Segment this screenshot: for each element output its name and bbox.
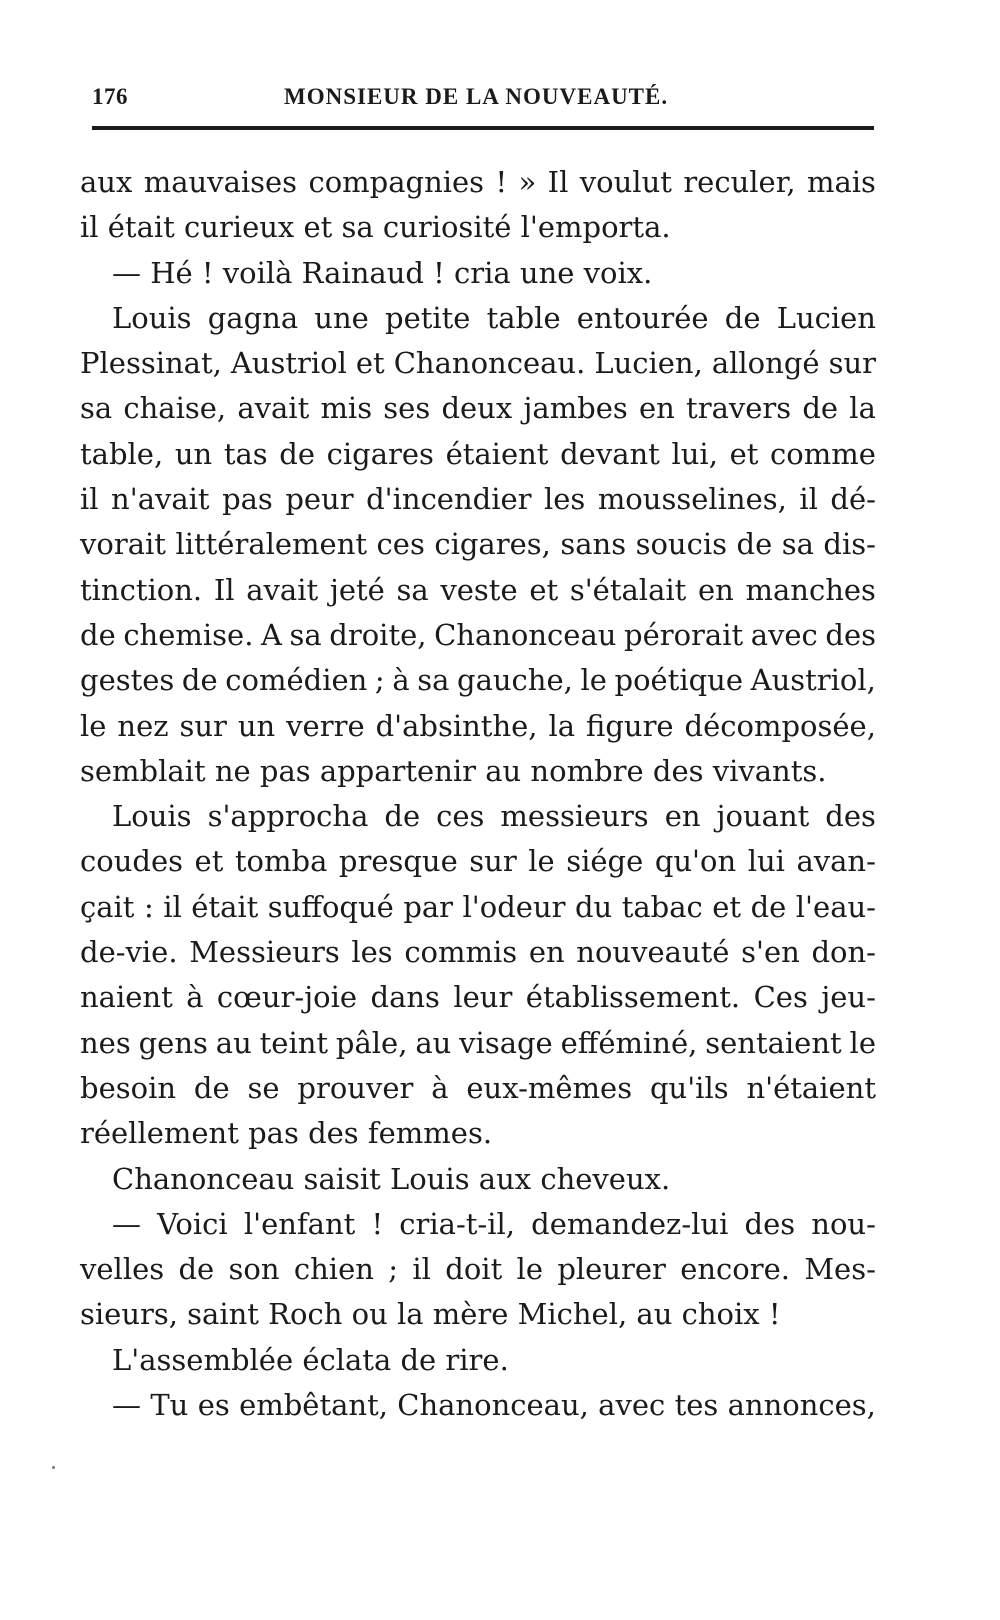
header-rule [92,126,874,130]
text-line: sieurs, saint Roch ou la mère Michel, au choix ! [80,1297,781,1332]
text-line: Louis gagna une petite table entourée de Lucien [112,300,876,335]
text-line: réellement pas des femmes. [80,1116,493,1151]
text-line: de chemise. A sa droite, Chanonceau pérorait avec des [80,617,876,652]
text-line: sa chaise, avait mis ses deux jambes en travers de la [80,391,876,426]
text-line: de-vie. Messieurs les commis en nouveauté s'en don- [80,935,876,970]
text-line: L'assemblée éclata de rire. [112,1342,509,1377]
text-line: gestes de comédien ; à sa gauche, le poétique Austriol, [80,663,876,698]
running-title: MONSIEUR DE LA NOUVEAUTÉ. [284,84,669,109]
text-line: le nez sur un verre d'absinthe, la figure décomposée, [80,708,876,743]
text-line: çait : il était suffoqué par l'odeur du tabac et de l'eau- [80,889,876,924]
running-head [92,84,872,118]
text-line: — Hé ! voilà Rainaud ! cria une voix. [112,255,653,290]
print-speck [52,1466,55,1469]
page-number: 176 [92,84,128,109]
text-line: nes gens au teint pâle, au visage efféminé, sentaient le [80,1025,876,1060]
text-line: — Voici l'enfant ! cria-t-il, demandez-lui des nou- [112,1206,876,1241]
text-line: il était curieux et sa curiosité l'emporta. [80,210,671,245]
text-line: aux mauvaises compagnies ! » Il voulut reculer, mais [80,165,876,199]
text-line: velles de son chien ; il doit le pleurer encore. Mes- [80,1252,876,1287]
text-line: semblait ne pas appartenir au nombre des vivants. [80,753,827,788]
text-line: tinction. Il avait jeté sa veste et s'étalait en manches [80,572,876,607]
text-line: naient à cœur-joie dans leur établissement. Ces jeu- [80,980,876,1015]
text-line: il n'avait pas peur d'incendier les mousselines, il dé- [80,482,876,517]
text-line: table, un tas de cigares étaient devant lui, et comme [80,436,876,471]
text-line: Plessinat, Austriol et Chanonceau. Lucien, allongé sur [80,346,876,381]
text-line: Chanonceau saisit Louis aux cheveux. [112,1161,671,1196]
text-body [80,160,876,1428]
text-line: besoin de se prouver à eux-mêmes qu'ils n'étaient [80,1070,876,1105]
text-line: coudes et tomba presque sur le siége qu'on lui avan- [80,844,876,879]
text-line: — Tu es embêtant, Chanonceau, avec tes annonces, [112,1388,876,1423]
text-line: Louis s'approcha de ces messieurs en jouant des [112,799,876,834]
text-line: vorait littéralement ces cigares, sans soucis de sa dis- [80,527,876,562]
